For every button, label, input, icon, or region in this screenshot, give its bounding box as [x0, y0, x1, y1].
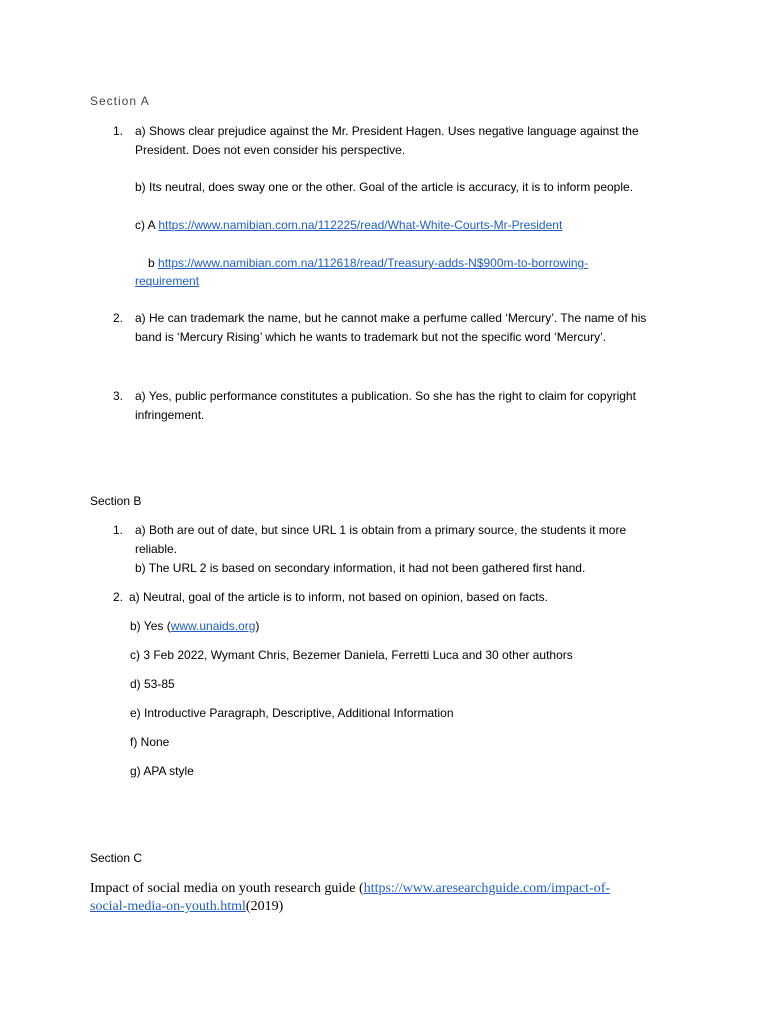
reference-text — [90, 898, 283, 916]
answer-text: b) Its neutral, does sway one or the other. Goal of the article is accuracy, it is to inform people. — [135, 180, 634, 194]
section-a-title: Section A — [90, 94, 150, 108]
answer-text: a) He can trademark the name, but he cannot make a perfume called ‘Mercury’. The name of his — [135, 311, 647, 325]
list-number: 1. — [113, 523, 124, 537]
answer-text: band is ‘Mercury Rising’ which he wants to trademark but not the specific word ‘Mercury’. — [135, 330, 607, 344]
answer-text: c) 3 Feb 2022, Wymant Chris, Bezemer Daniela, Ferretti Luca and 30 other authors — [130, 648, 573, 662]
answer-text: e) Introductive Paragraph, Descriptive, Additional Information — [130, 706, 454, 720]
reference-label: Impact of social media on youth research guide ( — [90, 881, 364, 896]
answer-text — [135, 272, 199, 291]
treasury-article-link-continued[interactable]: requirement — [135, 274, 200, 288]
research-guide-link-continued[interactable]: social-media-on-youth.html — [90, 899, 246, 914]
reference-year: (2019) — [245, 899, 284, 914]
answer-text: d) 53-85 — [130, 677, 175, 691]
answer-text: a) Neutral, goal of the article is to inform, not based on opinion, based on facts. — [129, 590, 548, 604]
answer-text: infringement. — [135, 408, 205, 422]
list-number: 2. — [113, 590, 124, 604]
answer-text: a) Both are out of date, but since URL 1 is obtain from a primary source, the students it more — [135, 523, 627, 537]
research-guide-link[interactable]: https://www.aresearchguide.com/impact-of- — [363, 881, 611, 896]
answer-label: b) Yes ( — [130, 619, 171, 633]
answer-text: a) Shows clear prejudice against the Mr. President Hagen. Uses negative language against the — [135, 124, 639, 138]
answer-text: President. Does not even consider his perspective. — [135, 143, 406, 157]
list-number: 2. — [113, 311, 124, 325]
unaids-link[interactable]: www.unaids.org — [170, 619, 256, 633]
list-number: 3. — [113, 389, 124, 403]
answer-text: reliable. — [135, 542, 178, 556]
answer-text: f) None — [130, 735, 170, 749]
treasury-article-link[interactable]: https://www.namibian.com.na/112618/read/Treasury-adds-N$900m-to-borrowing- — [158, 256, 589, 270]
section-c-title: Section C — [90, 851, 143, 865]
list-number: 1. — [113, 124, 124, 138]
namibian-article-link[interactable]: https://www.namibian.com.na/112225/read/What-White-Courts-Mr-President — [158, 218, 563, 232]
answer-text — [130, 617, 259, 636]
answer-label: ) — [255, 619, 260, 633]
answer-text — [135, 216, 562, 235]
answer-text: a) Yes, public performance constitutes a publication. So she has the right to claim for copyright — [135, 389, 636, 403]
answer-label: b — [148, 256, 159, 270]
answer-label: c) A — [135, 218, 159, 232]
answer-text — [148, 254, 588, 273]
answer-text: b) The URL 2 is based on secondary information, it had not been gathered first hand. — [135, 561, 586, 575]
reference-text — [90, 880, 610, 898]
answer-text: g) APA style — [130, 764, 194, 778]
section-b-title: Section B — [90, 494, 142, 508]
